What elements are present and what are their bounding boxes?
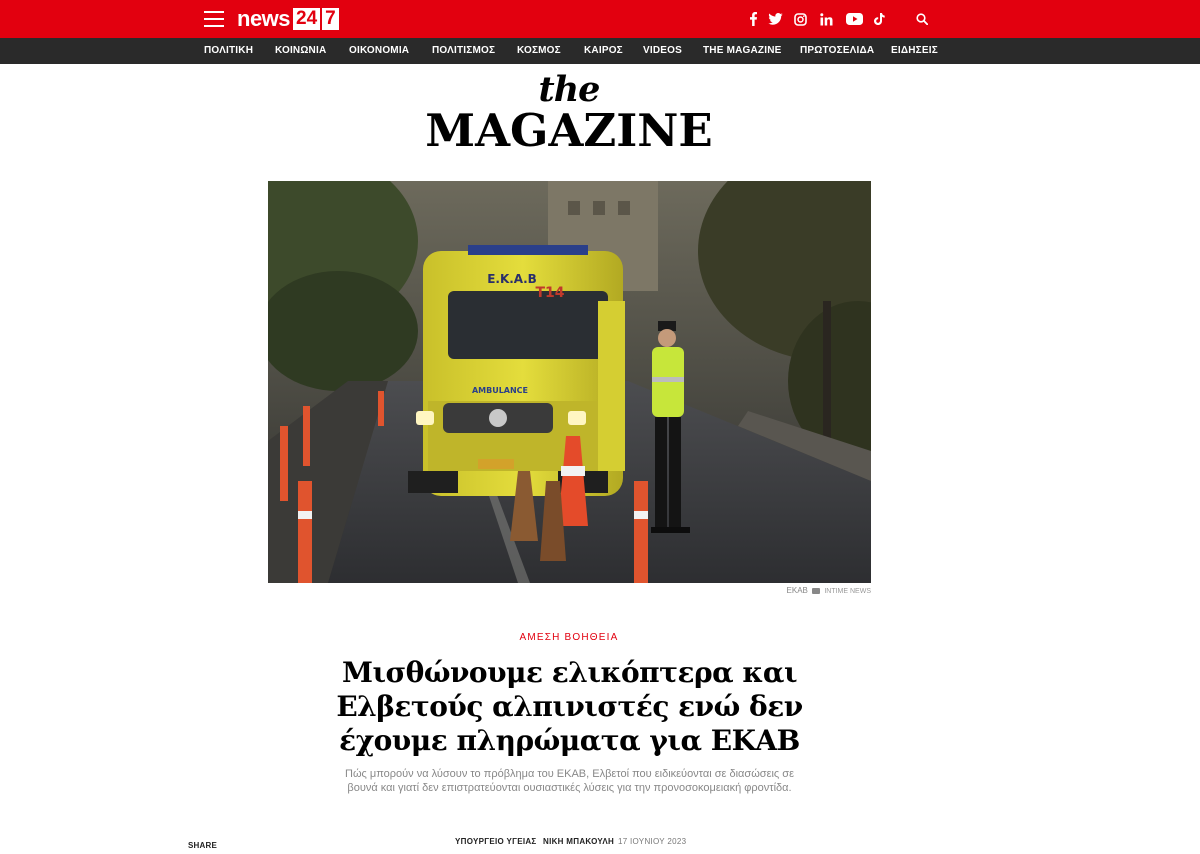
nav-item-videos[interactable]: VIDEOS [643,45,682,56]
headline-line: Μισθώνουμε ελικόπτερα και [341,656,798,689]
article-date: 17 ΙΟΥΝΙΟΥ 2023 [618,837,687,846]
subtitle-line: Πώς μπορούν να λύσουν το πρόβλημα του ΕΚΑΒ, Ελβετοί που ειδικεύονται σε διασώσεις σε [345,768,794,780]
article-category[interactable]: ΑΜΕΣΗ ΒΟΗΘΕΙΑ [519,632,619,643]
ambulance-label: Ε.Κ.Α.Β [487,272,537,286]
nav-item-weather[interactable]: ΚΑΙΡΟΣ [584,45,623,56]
share-button[interactable]: SHARE [188,841,218,850]
facebook-icon[interactable] [747,10,759,28]
nav-item-culture[interactable]: ΠΟΛΙΤΙΣΜΟΣ [432,45,496,56]
masthead-the: the [538,69,600,110]
instagram-icon[interactable] [793,10,808,28]
article-tag[interactable]: ΥΠΟΥΡΓΕΙΟ ΥΓΕΙΑΣ [455,837,537,846]
linkedin-icon[interactable] [819,10,834,28]
site-logo[interactable] [237,7,339,31]
tiktok-icon[interactable] [873,10,886,28]
top-bar [0,0,1200,38]
headline-line: έχουμε πληρώματα για ΕΚΑΒ [339,724,800,757]
nav-item-news[interactable]: ΕΙΔΗΣΕΙΣ [891,45,938,56]
search-icon[interactable] [914,10,930,28]
ambulance-hood-text: AMBULANCE [471,386,529,395]
image-credit [700,586,871,595]
nav-item-front-pages[interactable]: ΠΡΩΤΟΣΕΛΙΔΑ [800,45,875,56]
image-caption: ΕΚΑΒ [786,586,808,595]
ambulance-code: Τ14 [535,285,565,301]
menu-icon[interactable] [204,11,224,27]
logo-number-24: 24 [293,8,320,30]
masthead-magazine[interactable]: MAGAZINE [425,104,713,157]
article-author[interactable]: ΝΙΚΗ ΜΠΑΚΟΥΛΗ [543,837,615,846]
main-nav [0,38,1200,64]
hero-image [268,181,871,583]
article-subtitle [320,767,819,795]
logo-word: news [237,6,291,31]
nav-item-the-magazine[interactable]: THE MAGAZINE [703,45,782,56]
logo-number-7: 7 [322,8,339,30]
nav-item-economy[interactable]: ΟΙΚΟΝΟΜΙΑ [349,45,410,56]
article-headline [320,656,819,758]
nav-item-politics[interactable]: ΠΟΛΙΤΙΚΗ [204,45,254,56]
nav-item-society[interactable]: ΚΟΙΝΩΝΙΑ [275,45,327,56]
camera-icon [812,588,820,594]
headline-line: Ελβετούς αλπινιστές ενώ δεν [336,690,803,723]
subtitle-line: βουνά και γιατί δεν επιστρατεύονται ουσιαστικές λύσεις για την προνοσοκομειακή φροντίδα. [347,782,792,794]
twitter-icon[interactable] [767,10,783,28]
youtube-icon[interactable] [845,10,863,28]
image-agency: INTIME NEWS [824,588,871,595]
nav-item-world[interactable]: ΚΟΣΜΟΣ [517,45,561,56]
